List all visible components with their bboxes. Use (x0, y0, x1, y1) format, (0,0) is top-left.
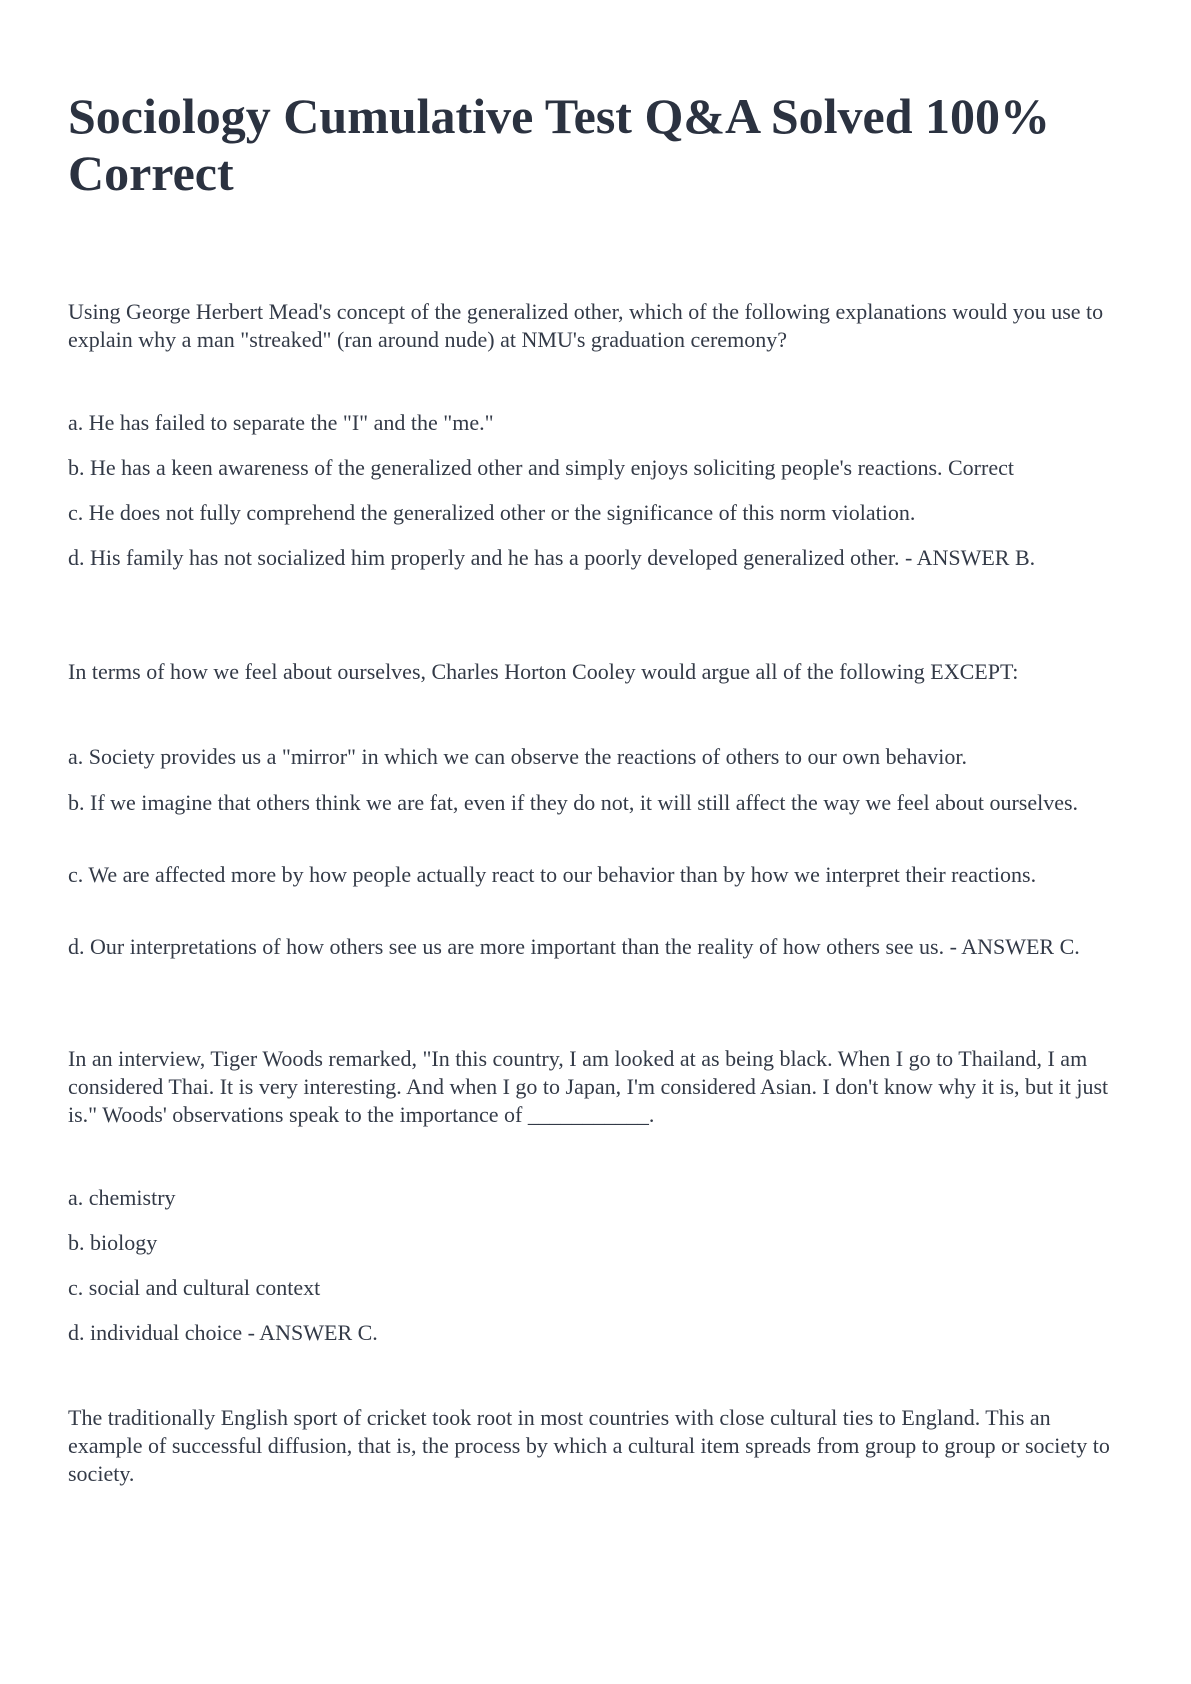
question-1-text: Using George Herbert Mead's concept of the generalized other, which of the following explanations would you use to explain why a man "streaked" (ran around nude) at NMU's graduation ceremony? (68, 299, 1104, 352)
question-2-option-c: c. We are affected more by how people actually react to our behavior than by how we interpret their reactions. (68, 862, 1037, 887)
question-2-option-a: a. Society provides us a "mirror" in which we can observe the reactions of others to our own behavior. (68, 744, 967, 769)
question-1-option-b: b. He has a keen awareness of the generalized other and simply enjoys soliciting people's reactions. Correct (68, 455, 1014, 480)
question-1-option-c: c. He does not fully comprehend the generalized other or the significance of this norm violation. (68, 500, 916, 525)
question-2-option-b: b. If we imagine that others think we are fat, even if they do not, it will still affect the way we feel about ourselves. (68, 790, 1079, 815)
question-2-option-d: d. Our interpretations of how others see us are more important than the reality of how others see us. - ANSWER C. (68, 934, 1080, 959)
question-3-option-c: c. social and cultural context (68, 1275, 321, 1300)
question-3-option-d: d. individual choice - ANSWER C. (68, 1320, 378, 1345)
question-1-option-a: a. He has failed to separate the "I" and the "me." (68, 410, 494, 435)
question-4-text: The traditionally English sport of cricket took root in most countries with close cultural ties to England. This an example of successful diffusion, that is, the process by which a cultural item spreads from group to group or society to society. (68, 1405, 1110, 1486)
page-title: Sociology Cumulative Test Q&A Solved 100% Correct (68, 88, 1051, 201)
question-1-option-d: d. His family has not socialized him properly and he has a poorly developed generalized other. - ANSWER B. (68, 545, 1036, 570)
question-3-option-b: b. biology (68, 1230, 158, 1255)
question-2-text: In terms of how we feel about ourselves, Charles Horton Cooley would argue all of the following EXCEPT: (68, 659, 1019, 684)
question-3-option-a: a. chemistry (68, 1185, 176, 1210)
question-3-text: In an interview, Tiger Woods remarked, "In this country, I am looked at as being black. When I go to Thailand, I am considered Thai. It is very interesting. And when I go to Japan, I'm considered Asian. I don't know why it is, but it just is." Woods' observations speak to the importance of ___________. (68, 1046, 1109, 1127)
